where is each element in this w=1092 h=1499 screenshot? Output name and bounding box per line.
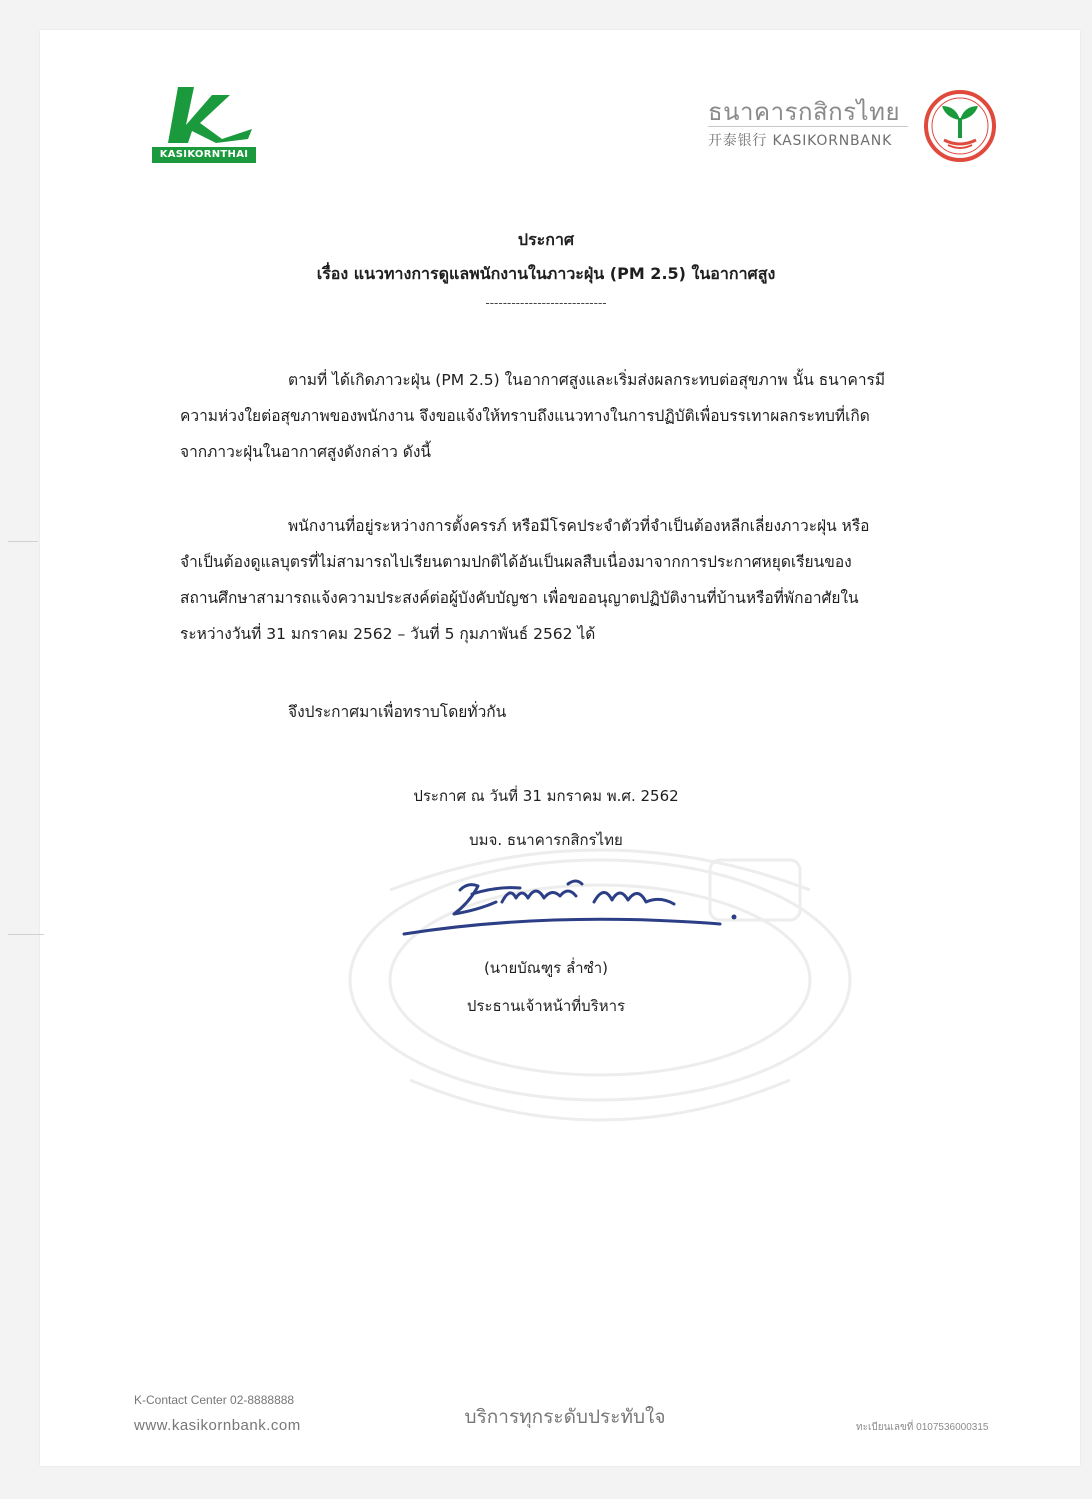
paragraph-1 (180, 362, 970, 470)
announcement-heading: ประกาศ (517, 230, 575, 249)
announcement-subject: เรื่อง แนวทางการดูแลพนักงานในภาวะฝุ่น (PM 2.5) ในอากาศสูง (316, 264, 776, 283)
logo-divider (708, 126, 908, 127)
signer-position: ประธานเจ้าหน้าที่บริหาร (466, 997, 626, 1015)
paragraph-3 (180, 694, 970, 730)
kasikornthai-logo (152, 85, 256, 163)
k-letter-icon (152, 85, 256, 147)
handwritten-signature (398, 872, 743, 944)
company-name: บมจ. ธนาคารกสิกรไทย (469, 831, 623, 849)
paragraph-line: จึงประกาศมาเพื่อทราบโดยทั่วกัน (288, 703, 507, 721)
paragraph-line: ความห่วงใยต่อสุขภาพของพนักงาน จึงขอแจ้งให้ทราบถึงแนวทางในการปฏิบัติเพื่อบรรเทาผลกระทบที่เกิด (180, 407, 870, 425)
kasikornbank-logo (700, 92, 1000, 164)
title-separator: ---------------------------- (485, 296, 607, 310)
paragraph-line: ตามที่ ได้เกิดภาวะฝุ่น (PM 2.5) ในอากาศสูงและเริ่มส่งผลกระทบต่อสุขภาพ นั้น ธนาคารมี (288, 371, 886, 389)
paragraph-line: จำเป็นต้องดูแลบุตรที่ไม่สามารถไปเรียนตามปกติได้อันเป็นผลสืบเนื่องมาจากการประกาศหยุดเรียนของ (180, 553, 852, 571)
bank-slogan: บริการทุกระดับประทับใจ (464, 1406, 666, 1428)
signer-name: (นายบัณฑูร ล่ำซำ) (483, 959, 609, 977)
website-text: www.kasikornbank.com (134, 1417, 301, 1434)
kbank-seal-icon (922, 88, 998, 164)
bank-name-thai: ธนาคารกสิกรไทย (708, 98, 901, 126)
announcement-date: ประกาศ ณ วันที่ 31 มกราคม พ.ศ. 2562 (413, 787, 679, 805)
paragraph-line: จากภาวะฝุ่นในอากาศสูงดังกล่าว ดังนี้ (180, 443, 432, 461)
kasikornthai-label: KASIKORNTHAI (152, 147, 256, 163)
registration-number: ทะเบียนเลขที่ 0107536000315 (856, 1422, 989, 1433)
scan-mark (8, 541, 38, 542)
paragraph-line: สถานศึกษาสามารถแจ้งความประสงค์ต่อผู้บังคับบัญชา เพื่อขออนุญาตปฏิบัติงานที่บ้านหรือที่พักอาศัยใน (180, 589, 859, 607)
paragraph-2 (180, 508, 970, 652)
paragraph-line: พนักงานที่อยู่ระหว่างการตั้งครรภ์ หรือมีโรคประจำตัวที่จำเป็นต้องหลีกเลี่ยงภาวะฝุ่น หรือ (288, 517, 870, 535)
scan-mark (8, 934, 44, 935)
contact-center-text: K-Contact Center 02-8888888 (134, 1393, 295, 1407)
bank-name-sub: 开泰银行 KASIKORNBANK (708, 133, 893, 149)
paragraph-line: ระหว่างวันที่ 31 มกราคม 2562 – วันที่ 5 กุมภาพันธ์ 2562 ได้ (180, 625, 596, 643)
